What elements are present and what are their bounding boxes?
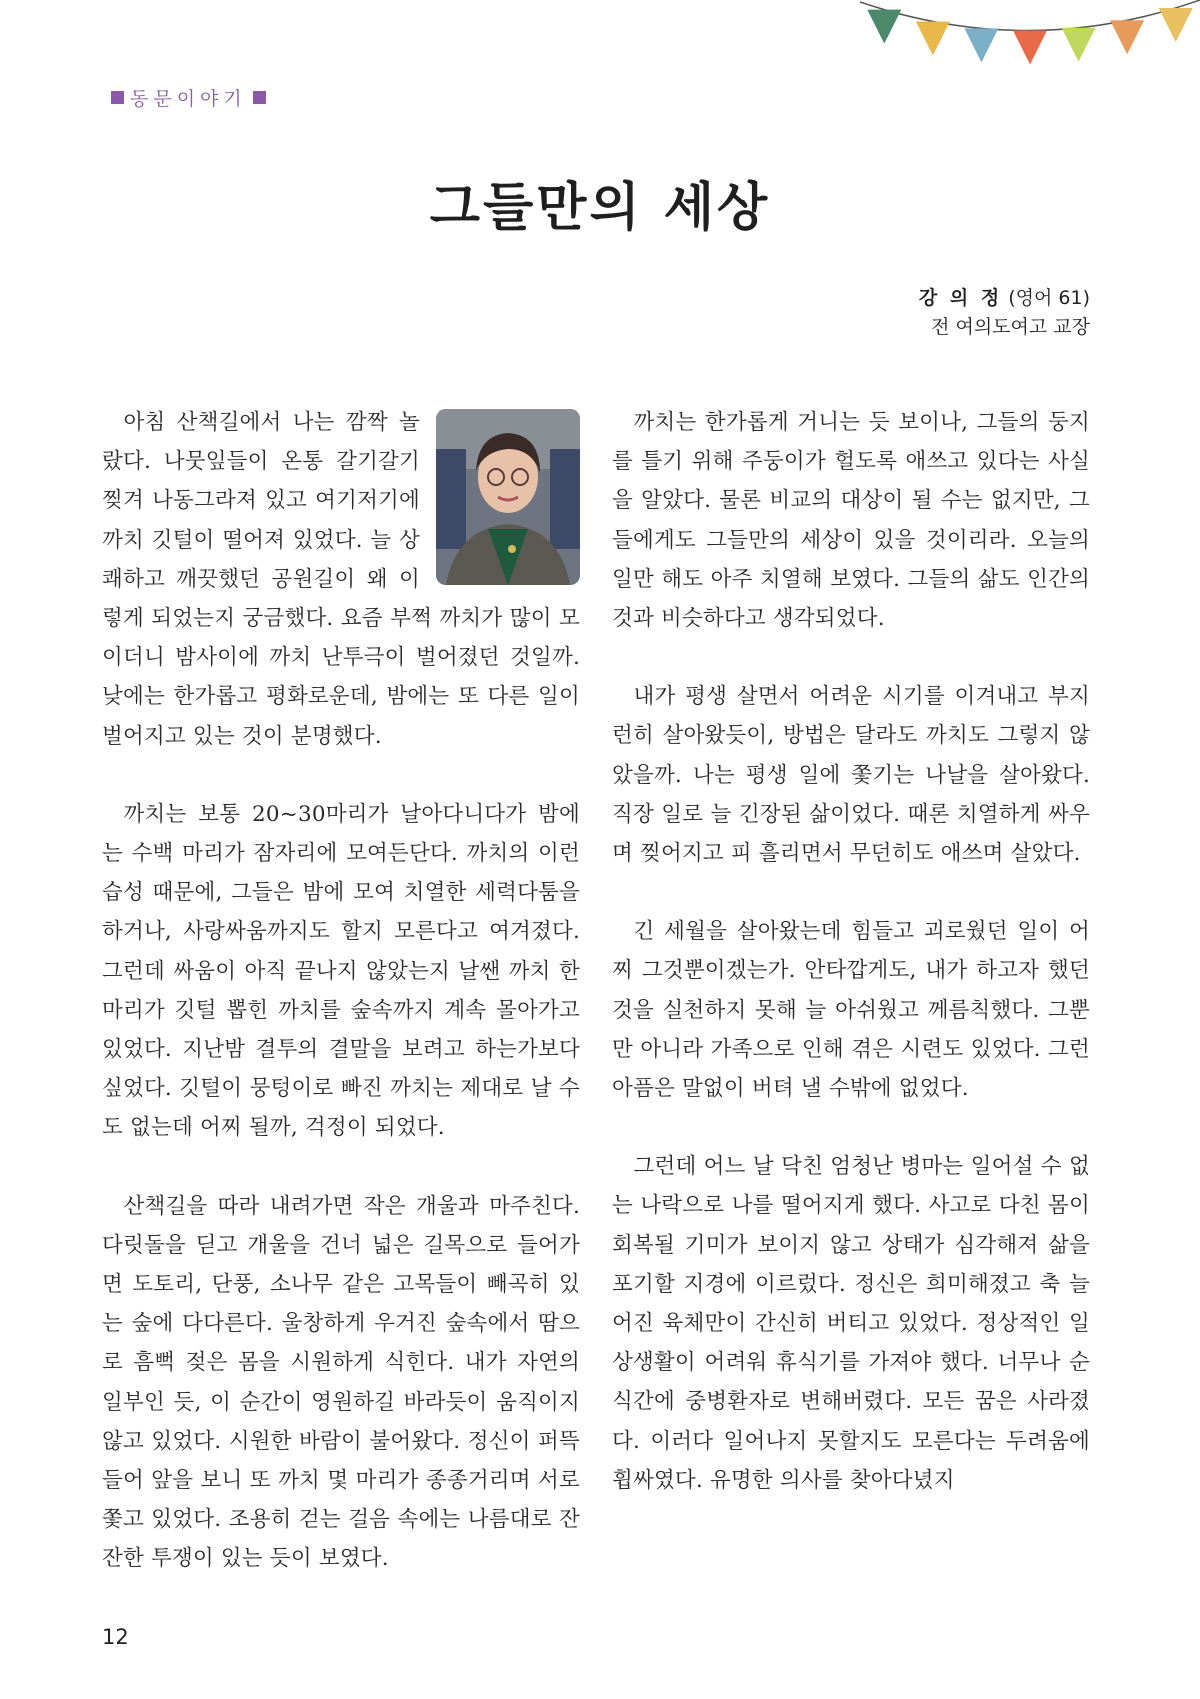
author-photo [436, 409, 580, 585]
bunting-flag [964, 28, 998, 62]
portrait-photo-icon [436, 409, 580, 585]
square-bullet-icon [253, 91, 266, 104]
author-byline [919, 284, 1090, 342]
author-position: 전 여의도여고 교장 [931, 316, 1090, 338]
bunting-flag [867, 10, 901, 44]
section-tag-label: 동문이야기 [130, 88, 247, 110]
author-name: 강 의 정 [918, 287, 1003, 309]
paragraph-5: 내가 평생 살면서 어려운 시기를 이겨내고 부지런히 살아왔듯이, 방법은 달라도 까치도 그렇지 않았을까. 나는 평생 일에 쫓기는 나날을 살아왔다. 직장 일로 늘 긴장된 삶이었다. 때론 치열하게 싸우며 찢어지고 피 흘리면서 무던히도 애쓰며 살았다. [612, 684, 1090, 867]
bunting-flag [1110, 20, 1144, 54]
paragraph-1 [102, 403, 580, 756]
bunting-decoration [860, 0, 1200, 90]
bunting-flag [1013, 31, 1047, 65]
paragraph-7: 그런데 어느 날 닥친 엄청난 병마는 일어설 수 없는 나락으로 나를 떨어지게 했다. 사고로 다친 몸이 회복될 기미가 보이지 않고 상태가 심각해져 삶을 포기할 지경에 이르렀다. 정신은 희미해졌고 축 늘어진 육체만이 간신히 버티고 있었다. 정상적인 일상생활이 어려워 휴식기를 가져야 했다. 너무나 순식간에 중병환자로 변해버렸다. 모든 꿈은 사라졌다. 이러다 일어나지 못할지도 모른다는 두려움에 휩싸였다. 유명한 의사를 찾아다녔지 [612, 1154, 1090, 1493]
article-column-left [102, 403, 580, 1618]
article-title: 그들만의 세상 [429, 178, 771, 238]
article-column-right [612, 403, 1090, 1539]
author-dept: (영어 61) [1008, 287, 1090, 309]
paragraph-2: 까치는 보통 20~30마리가 날아다니다가 밤에는 수백 마리가 잠자리에 모여든단다. 까치의 이런 습성 때문에, 그들은 밤에 모여 치열한 세력다툼을 하거나, 사랑싸움까지도 할지 모른다고 여겨졌다. 그런데 싸움이 아직 끝나지 않았는지 날쌘 까치 한 마리가 깃털 뽑힌 까치를 숲속까지 계속 몰아가고 있었다. 지난밤 결투의 결말을 보려고 하는가보다 싶었다. 깃털이 뭉텅이로 빠진 까치는 제대로 날 수도 없는데 어찌 될까, 걱정이 되었다. [102, 801, 580, 1141]
paragraph-6: 긴 세월을 살아왔는데 힘들고 괴로웠던 일이 어찌 그것뿐이겠는가. 안타깝게도, 내가 하고자 했던 것을 실천하지 못해 늘 아쉬웠고 께름칙했다. 그뿐만 아니라 가족으로 인해 겪은 시련도 있었다. 그런 아픔은 말없이 버텨 낼 수밖에 없었다. [612, 919, 1090, 1102]
square-bullet-icon [111, 91, 124, 104]
bunting-flag [1062, 28, 1096, 62]
paragraph-4: 까치는 한가롭게 거니는 듯 보이나, 그들의 둥지를 틀기 위해 주둥이가 헐도록 애쓰고 있다는 사실을 알았다. 물론 비교의 대상이 될 수는 없지만, 그들에게도 그들만의 세상이 있을 것이리라. 오늘의 일만 해도 아주 치열해 보였다. 그들의 삶도 인간의 것과 비슷하다고 생각되었다. [612, 410, 1090, 632]
bunting-flag [1159, 8, 1193, 42]
bunting-flag [916, 21, 950, 55]
paragraph-3: 산책길을 따라 내려가면 작은 개울과 마주친다. 다릿돌을 딛고 개울을 건너 넓은 길목으로 들어가면 도토리, 단풍, 소나무 같은 고목들이 빼곡히 있는 숲에 다다른다. 울창하게 우거진 숲속에서 땀으로 흠뻑 젖은 몸을 시원하게 식힌다. 내가 자연의 일부인 듯, 이 순간이 영원하길 바라듯이 움직이지 않고 있었다. 시원한 바람이 불어왔다. 정신이 퍼뜩 들어 앞을 보니 또 까치 몇 마리가 종종거리며 서로 쫓고 있었다. 조용히 걷는 걸음 속에는 나름대로 잔잔한 투쟁이 있는 듯이 보였다. [102, 1193, 580, 1572]
page-number: 12 [102, 1625, 129, 1649]
section-tag [105, 84, 272, 111]
paragraph-text: 아침 산책길에서 나는 깜짝 놀랐다. 나뭇잎들이 온통 갈기갈기 찢겨 나동그라져 있고 여기저기에 까치 깃털이 떨어져 있었다. 늘 상쾌하고 깨끗했던 공원길이 왜 이렇게 되었는지 궁금했다. 요즘 부쩍 까치가 많이 모이더니 밤사이에 까치 난투극이 벌어졌던 것일까. 낮에는 한가롭고 평화로운데, 밤에는 또 다른 일이 벌어지고 있는 것이 분명했다. [102, 410, 580, 749]
